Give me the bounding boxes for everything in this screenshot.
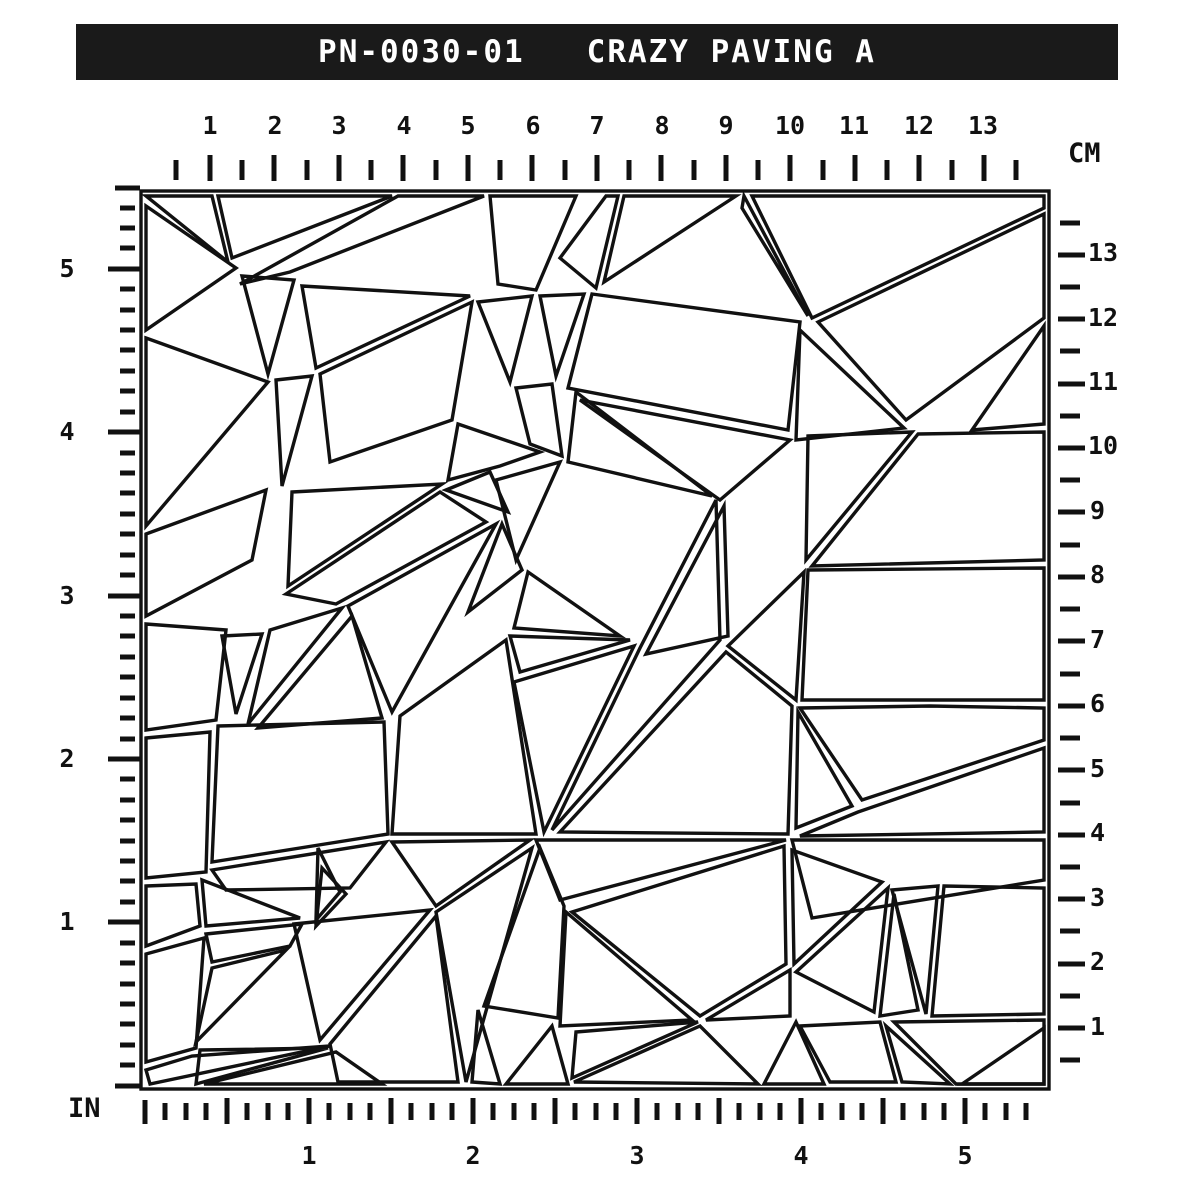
left-ruler-unit-label: IN [68,1093,101,1124]
top-ruler-unit-label: CM [1068,138,1101,169]
right-tick-label-11: 11 [1088,367,1119,396]
right-tick-label-5: 5 [1090,754,1106,783]
top-tick-label-6: 6 [525,111,541,140]
right-ruler-ticks [1058,223,1085,1060]
top-tick-label-8: 8 [654,111,670,140]
left-tick-label-2: 2 [59,744,75,773]
right-tick-label-9: 9 [1090,496,1106,525]
top-tick-label-13: 13 [967,111,999,140]
top-tick-label-10: 10 [774,111,806,140]
left-tick-label-5: 5 [59,254,75,283]
bottom-tick-label-1: 1 [301,1141,317,1170]
top-tick-label-9: 9 [718,111,734,140]
top-tick-label-11: 11 [838,111,870,140]
right-tick-label-3: 3 [1090,883,1106,912]
right-tick-label-8: 8 [1090,560,1106,589]
bottom-ruler-ticks [145,1098,1026,1124]
top-tick-label-5: 5 [460,111,476,140]
top-tick-label-12: 12 [903,111,935,140]
right-tick-label-12: 12 [1088,303,1119,332]
page-title: PN-0030-01 CRAZY PAVING A [318,34,876,70]
bottom-tick-label-2: 2 [465,1141,481,1170]
top-tick-label-3: 3 [331,111,347,140]
bottom-tick-label-4: 4 [793,1141,809,1170]
right-tick-label-4: 4 [1090,818,1106,847]
bottom-tick-label-5: 5 [957,1141,973,1170]
top-tick-label-4: 4 [396,111,412,140]
left-ruler-ticks [108,188,140,1086]
right-tick-label-7: 7 [1090,625,1106,654]
right-tick-label-1: 1 [1090,1012,1106,1041]
top-ruler-ticks [176,155,1016,181]
bottom-tick-label-3: 3 [629,1141,645,1170]
left-tick-label-4: 4 [59,417,75,446]
paving-shapes [141,191,1049,1089]
top-tick-label-7: 7 [589,111,605,140]
right-tick-label-13: 13 [1088,238,1119,267]
top-tick-label-2: 2 [267,111,283,140]
right-tick-label-6: 6 [1090,689,1106,718]
left-tick-label-3: 3 [59,581,75,610]
left-tick-label-1: 1 [59,907,75,936]
right-tick-label-2: 2 [1090,947,1106,976]
right-tick-label-10: 10 [1088,431,1119,460]
top-tick-label-1: 1 [202,111,218,140]
